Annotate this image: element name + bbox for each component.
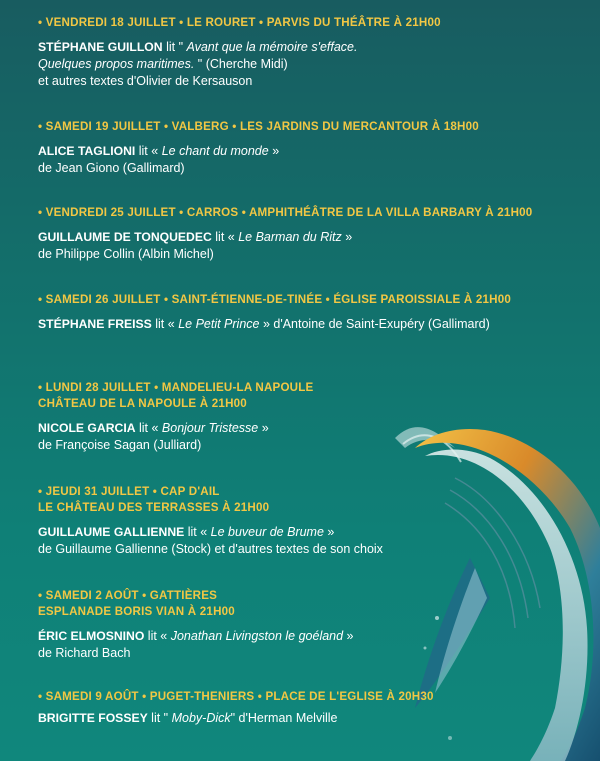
event-7-author: de Richard Bach <box>38 646 131 660</box>
event-1-title-part1: Avant que la mémoire s'efface. <box>186 40 358 54</box>
event-7-lit: lit « <box>144 629 171 643</box>
event-2-description <box>38 143 578 177</box>
event-3-description <box>38 229 578 263</box>
event-8-description <box>38 710 578 727</box>
event-5-after: » <box>258 421 269 435</box>
event-8-title: Moby-Dick <box>171 711 231 725</box>
event-1-heading-line: • VENDREDI 18 JUILLET • LE ROURET • PARVIS DU THÉÂTRE À 21H00 <box>38 16 441 29</box>
event-3-title: Le Barman du Ritz <box>238 230 342 244</box>
event-6-author: de Guillaume Gallienne (Stock) et d'autres textes de son choix <box>38 542 383 556</box>
event-4 <box>38 292 578 333</box>
event-7-heading-line-1: • SAMEDI 2 AOÛT • GATTIÈRES <box>38 589 218 602</box>
event-8-reader: BRIGITTE FOSSEY <box>38 711 148 725</box>
event-3-reader: GUILLAUME DE TONQUEDEC <box>38 230 212 244</box>
event-3 <box>38 205 578 263</box>
event-6-reader: GUILLAUME GALLIENNE <box>38 525 185 539</box>
event-4-lit: lit « <box>151 317 179 331</box>
event-8-heading-line: • SAMEDI 9 AOÛT • PUGET-THENIERS • PLACE DE L'EGLISE À 20H30 <box>38 690 434 703</box>
event-7-after: » <box>343 629 354 643</box>
event-6-lit: lit « <box>184 525 211 539</box>
event-1-heading <box>38 15 578 31</box>
event-2-author: de Jean Giono (Gallimard) <box>38 161 185 175</box>
event-4-reader: STÉPHANE FREISS <box>38 317 152 331</box>
event-8-heading <box>38 689 578 705</box>
event-2 <box>38 119 578 177</box>
event-8 <box>38 689 578 727</box>
event-2-title: Le chant du monde <box>161 144 269 158</box>
event-6 <box>38 484 578 558</box>
event-4-heading <box>38 292 578 308</box>
event-3-heading <box>38 205 578 221</box>
event-8-lit: lit " <box>147 711 172 725</box>
event-1-title-part2: Quelques propos maritimes. <box>38 57 195 71</box>
event-7-title: Jonathan Livingston le goéland <box>170 629 344 643</box>
event-8-after: " d'Herman Melville <box>230 711 338 725</box>
event-5-title: Bonjour Tristesse <box>161 421 259 435</box>
event-1-description <box>38 39 578 90</box>
event-5-heading <box>38 380 578 412</box>
event-6-heading-line-2: LE CHÂTEAU DES TERRASSES À 21H00 <box>38 501 270 514</box>
event-5-heading-line-2: CHÂTEAU DE LA NAPOULE À 21H00 <box>38 397 247 410</box>
event-2-after: » <box>268 144 280 158</box>
event-6-heading-line-1: • JEUDI 31 JUILLET • CAP D'AIL <box>38 485 220 498</box>
event-5-reader: NICOLE GARCIA <box>38 421 136 435</box>
event-7-reader: ÉRIC ELMOSNINO <box>38 629 145 643</box>
event-7-description <box>38 628 578 662</box>
event-1-lit: lit " <box>162 40 187 54</box>
event-5-lit: lit « <box>135 421 162 435</box>
event-3-after: » <box>341 230 353 244</box>
event-5 <box>38 380 578 454</box>
event-2-heading-line: • SAMEDI 19 JUILLET • VALBERG • LES JARDINS DU MERCANTOUR À 18H00 <box>38 120 479 133</box>
event-2-heading <box>38 119 578 135</box>
event-1-extra-line: et autres textes d'Olivier de Kersauson <box>38 74 253 88</box>
event-3-author: de Philippe Collin (Albin Michel) <box>38 247 214 261</box>
event-1-reader: STÉPHANE GUILLON <box>38 40 163 54</box>
event-4-after: » d'Antoine de Saint-Exupéry (Gallimard) <box>259 317 490 331</box>
event-1 <box>38 15 578 90</box>
event-6-description <box>38 524 578 558</box>
event-4-title: Le Petit Prince <box>178 317 260 331</box>
event-4-heading-line: • SAMEDI 26 JUILLET • SAINT-ÉTIENNE-DE-TINÉE • ÉGLISE PAROISSIALE À 21H00 <box>38 293 511 306</box>
event-5-description <box>38 420 578 454</box>
event-5-author: de Françoise Sagan (Julliard) <box>38 438 202 452</box>
event-6-after: » <box>323 525 335 539</box>
event-7 <box>38 588 578 662</box>
event-3-heading-line: • VENDREDI 25 JUILLET • CARROS • AMPHITHÉÂTRE DE LA VILLA BARBARY À 21H00 <box>38 206 533 219</box>
event-2-lit: lit « <box>135 144 162 158</box>
event-6-heading <box>38 484 578 516</box>
event-1-publisher: " (Cherche Midi) <box>194 57 288 71</box>
event-7-heading <box>38 588 578 620</box>
event-5-heading-line-1: • LUNDI 28 JUILLET • MANDELIEU-LA NAPOULE <box>38 381 314 394</box>
event-2-reader: ALICE TAGLIONI <box>38 144 136 158</box>
event-4-description <box>38 316 578 333</box>
event-3-lit: lit « <box>211 230 239 244</box>
event-6-title: Le buveur de Brume <box>210 525 324 539</box>
event-7-heading-line-2: ESPLANADE BORIS VIAN À 21H00 <box>38 605 235 618</box>
